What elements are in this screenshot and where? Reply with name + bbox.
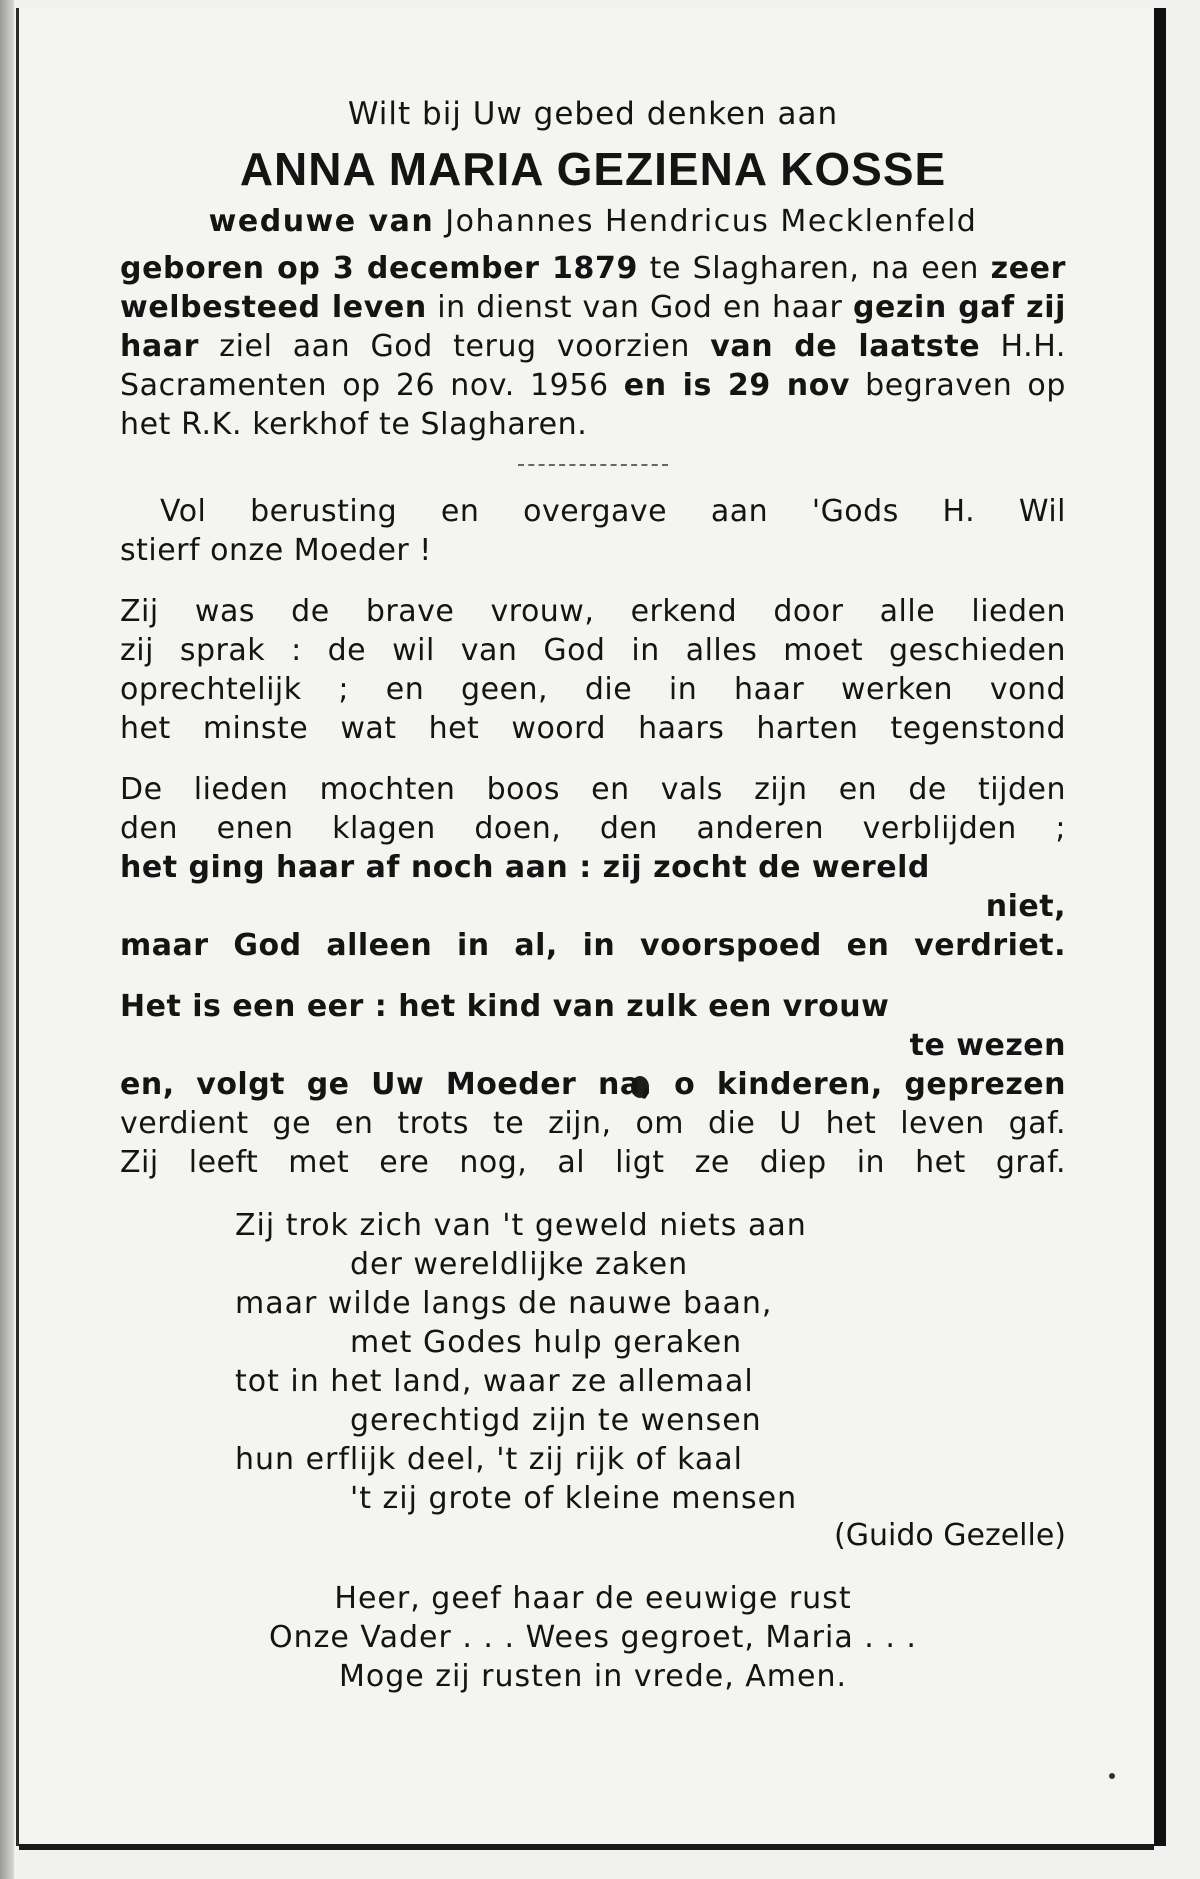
bio-bold-2: zeer welbesteed leven [120, 251, 1066, 325]
verse-line: Het is een eer : het kind van zulk een vrouw [120, 989, 890, 1024]
intro-line: Wilt bij Uw gebed denken aan [347, 96, 839, 132]
verse-line: den enen klagen doen, den anderen verblijden ; [120, 811, 1066, 846]
prayer-line: Moge zij rusten in vrede, Amen. [338, 1659, 848, 1694]
bio-bold-5: en is 29 nov [623, 368, 851, 403]
verse-line: verdient ge en trots te zijn, om die U het leven gaf. [120, 1106, 1066, 1141]
widow-name: Johannes Hendricus Mecklenfeld [445, 204, 978, 239]
verse-line: het ging haar af noch aan : zij zocht de wereld [120, 850, 930, 885]
poem-line: Zij trok zich van 't geweld niets aan [235, 1208, 807, 1243]
poem-attribution: (Guido Gezelle) [834, 1518, 1066, 1553]
biography [120, 249, 1066, 444]
verse-line: Zij leeft met ere nog, al ligt ze diep in het graf. [120, 1145, 1066, 1180]
bio-bold-3: gezin gaf zij haar [120, 290, 1066, 364]
verse-line: niet, [985, 889, 1066, 924]
verse-line: oprechtelijk ; en geen, die in haar werken vond [120, 672, 1066, 707]
text-line: stierf onze Moeder ! [120, 533, 432, 568]
poem-line: hun erflijk deel, 't zij rijk of kaal [235, 1442, 744, 1477]
verse-line: te wezen [909, 1028, 1066, 1063]
bio-bold-4: van de laatste [710, 329, 981, 364]
bio-bold-1: geboren op 3 december 1879 [120, 251, 638, 286]
verse-line: en, volgt ge Uw Moeder na, o kinderen, geprezen [120, 1067, 1066, 1102]
verse-line: Zij was de brave vrouw, erkend door alle lieden [120, 594, 1066, 629]
verse-2 [120, 770, 1066, 965]
text-line: Vol berusting en overgave aan 'Gods H. Wil [160, 494, 1066, 529]
bio-text-4: H.H. Sacramenten op 26 nov. 1956 [120, 329, 1066, 403]
verse-1 [120, 592, 1066, 748]
bio-text-2: in dienst van God en haar [426, 290, 853, 325]
verse-line: het minste wat het woord haars harten tegenstond [120, 711, 1066, 746]
poem-line: tot in het land, waar ze allemaal [235, 1364, 754, 1399]
paragraph-resignation [120, 492, 1066, 570]
prayer-line: Onze Vader . . . Wees gegroet, Maria . . . [269, 1620, 917, 1655]
bio-text-3: ziel aan God terug voorzien [199, 329, 711, 364]
poem-line: maar wilde langs de nauwe baan, [235, 1286, 773, 1321]
verse-3 [120, 987, 1066, 1182]
bio-text-1: te Slagharen, na een [637, 251, 991, 286]
verse-line: De lieden mochten boos en vals zijn en de tijden [120, 772, 1066, 807]
ink-speck [1109, 1773, 1115, 1779]
closing-prayer [120, 1579, 1066, 1696]
poem-line: met Godes hulp geraken [350, 1325, 743, 1360]
verse-line: maar God alleen in al, in voorspoed en verdriet. [120, 928, 1066, 963]
poem-line: 't zij grote of kleine mensen [350, 1481, 798, 1516]
prayer-line: Heer, geef haar de eeuwige rust [334, 1581, 852, 1616]
poem-line: gerechtigd zijn te wensen [350, 1403, 762, 1438]
poem [235, 1206, 1066, 1518]
widow-prefix: weduwe van [208, 204, 435, 239]
card-content [120, 95, 1066, 1696]
section-divider [518, 464, 668, 466]
verse-line: zij sprak : de wil van God in alles moet geschieden [120, 633, 1066, 668]
bio-text-5: begraven op het R.K. kerkhof te Slagharen. [120, 368, 1067, 442]
scan-edge [0, 0, 14, 1879]
widow-line [120, 202, 1066, 241]
deceased-name: ANNA MARIA GEZIENA KOSSE [239, 143, 947, 195]
poem-line: der wereldlijke zaken [350, 1247, 689, 1282]
